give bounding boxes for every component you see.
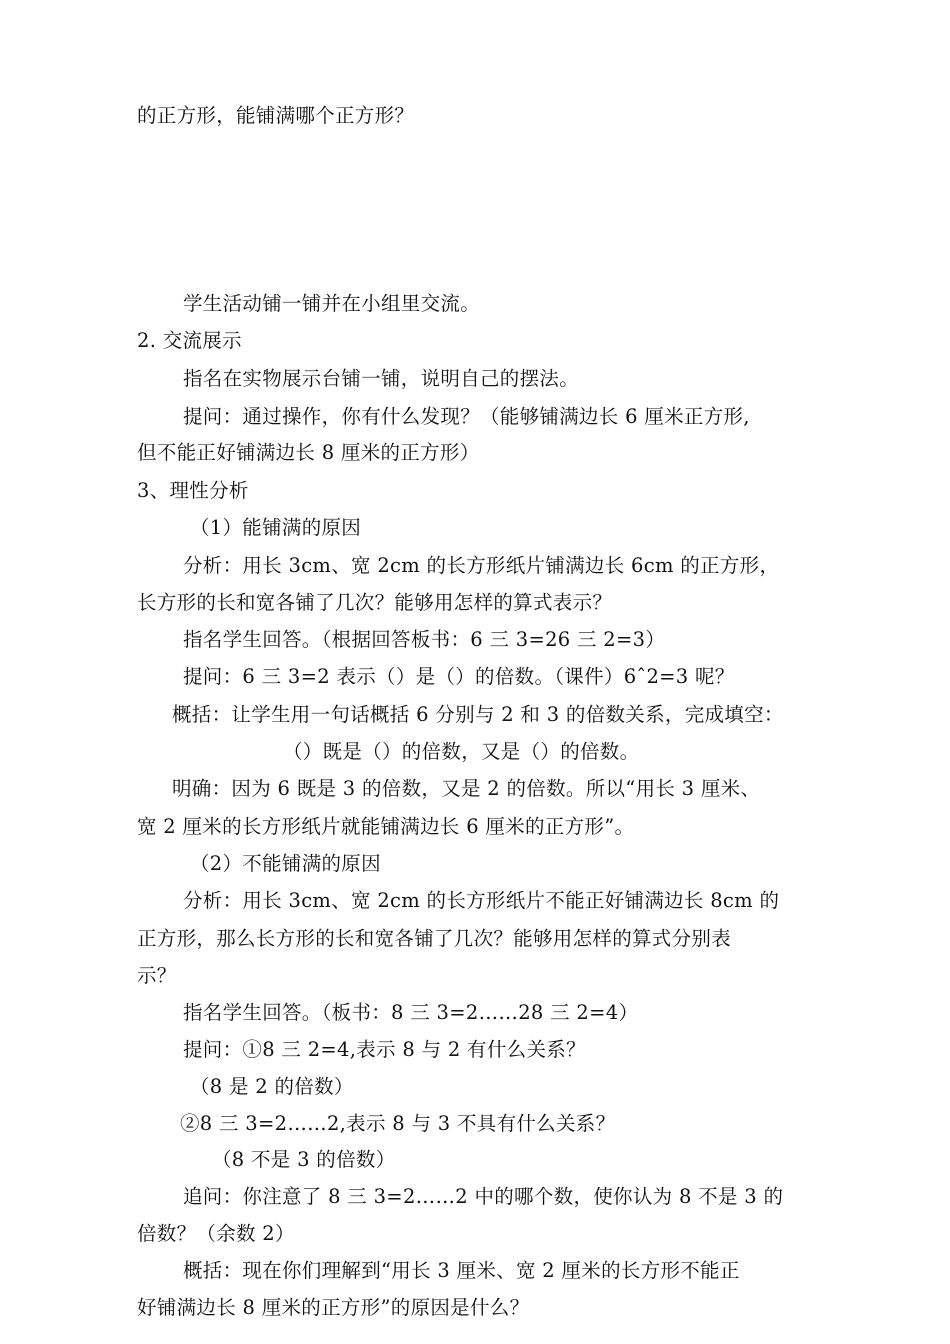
- text-line-answer-relation-2: （8 不是 3 的倍数）: [212, 1148, 396, 1171]
- text-line-student-activity: 学生活动铺一铺并在小组里交流。: [183, 292, 481, 315]
- text-line-follow-up-cont: 倍数？（余数 2）: [137, 1222, 295, 1245]
- subheading-cannot-fill: （2）不能铺满的原因: [190, 852, 381, 875]
- text-line-answer-relation-1: （8 是 2 的倍数）: [190, 1075, 354, 1098]
- text-line-show-method: 指名在实物展示台铺一铺，说明自己的摆法。: [183, 367, 580, 390]
- text-line-discovery-cont: 但不能正好铺满边长 8 厘米的正方形）: [137, 441, 480, 464]
- text-line-question-relation-2: ②8 三 3=2……2,表示 8 与 3 不具有什么关系？: [180, 1112, 616, 1135]
- text-line-analysis-2-end: 示？: [137, 964, 177, 987]
- text-line-analysis-1-cont: 长方形的长和宽各铺了几次？能够用怎样的算式表示？: [137, 591, 613, 614]
- subheading-can-fill: （1）能铺满的原因: [190, 516, 362, 539]
- text-line-question-multiple: 提问：6 三 3=2 表示（）是（）的倍数。（课件）6ˆ2=3 呢？: [183, 665, 735, 688]
- text-line-answer-2: 指名学生回答。（板书：8 三 3=2……28 三 2=4）: [183, 1001, 639, 1024]
- text-line-clarify-cont: 宽 2 厘米的长方形纸片就能铺满边长 6 厘米的正方形”。: [137, 815, 635, 838]
- text-line-question-relation-1: 提问：①8 三 2=4,表示 8 与 2 有什么关系？: [183, 1038, 586, 1061]
- text-line-answer-1: 指名学生回答。（根据回答板书：6 三 3=26 三 2=3）: [183, 628, 666, 651]
- text-line-follow-up: 追问：你注意了 8 三 3=2……2 中的哪个数，使你认为 8 不是 3 的: [183, 1185, 784, 1208]
- text-line-question-discovery: 提问：通过操作，你有什么发现？（能够铺满边长 6 厘米正方形,: [183, 405, 750, 428]
- section-heading-analysis: 3、理性分析: [137, 479, 249, 502]
- text-line-analysis-2: 分析：用长 3cm、宽 2cm 的长方形纸片不能正好铺满边长 8cm 的: [183, 889, 780, 912]
- text-line-summary-2-cont: 好铺满边长 8 厘米的正方形”的原因是什么？: [137, 1296, 530, 1319]
- text-line-continued-question: 的正方形，能铺满哪个正方形？: [137, 104, 415, 127]
- text-line-summary-1: 概括：让学生用一句话概括 6 分别与 2 和 3 的倍数关系，完成填空：: [172, 703, 784, 726]
- text-line-clarify: 明确：因为 6 既是 3 的倍数，又是 2 的倍数。所以“用长 3 厘米、: [172, 777, 761, 800]
- text-line-fill-blank: （）既是（）的倍数，又是（）的倍数。: [283, 740, 640, 763]
- text-line-analysis-2-cont: 正方形，那么长方形的长和宽各铺了几次？能够用怎样的算式分别表: [137, 927, 732, 950]
- section-heading-exchange: 2. 交流展示: [137, 329, 242, 352]
- text-line-analysis-1: 分析：用长 3cm、宽 2cm 的长方形纸片铺满边长 6cm 的正方形，: [183, 554, 780, 577]
- text-line-summary-2: 概括：现在你们理解到“用长 3 厘米、宽 2 厘米的长方形不能正: [183, 1259, 740, 1282]
